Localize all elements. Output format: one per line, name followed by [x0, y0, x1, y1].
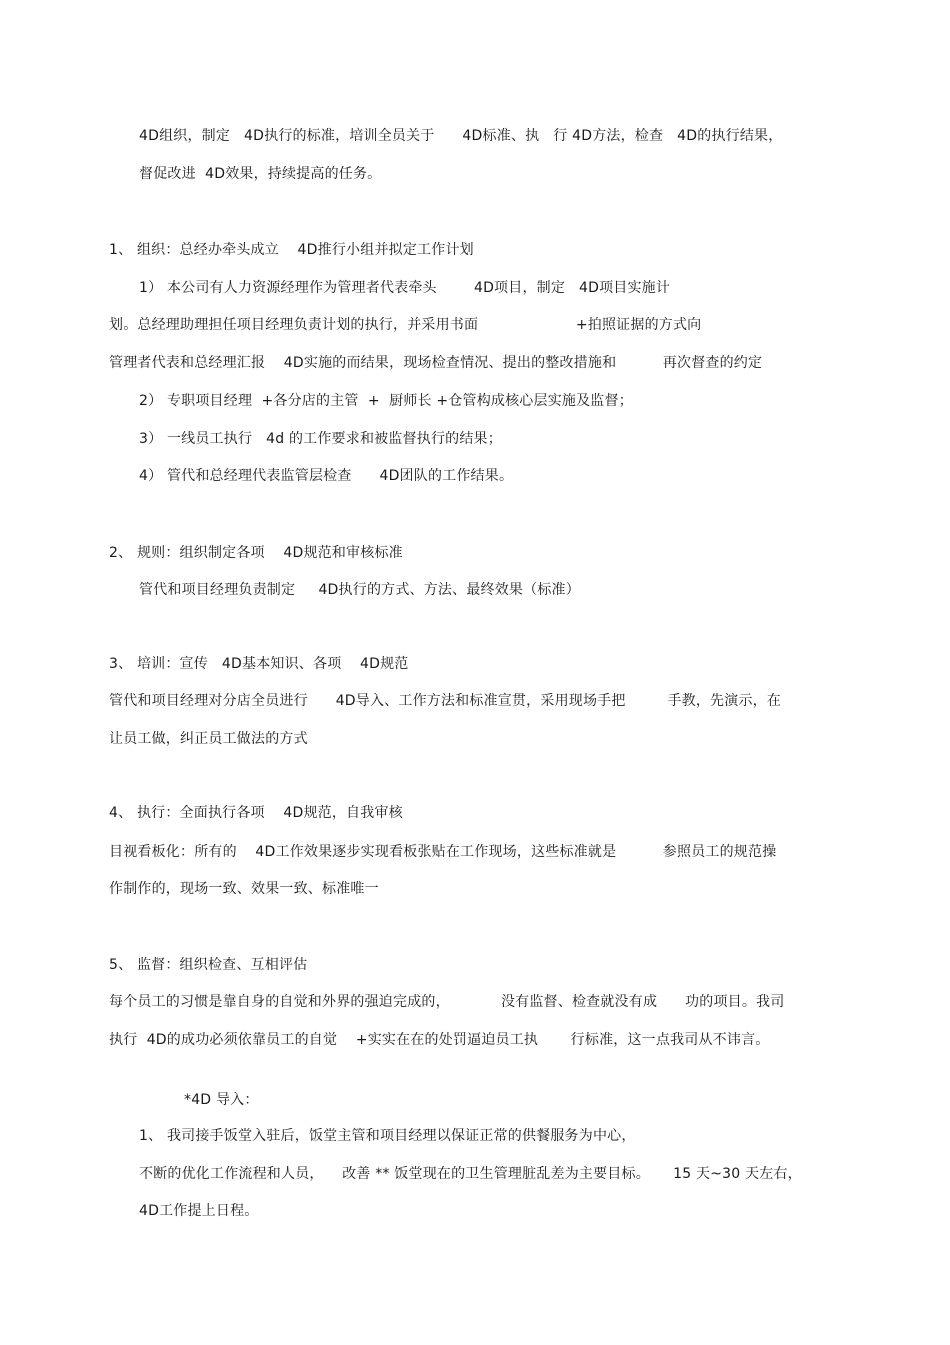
paragraph-line: 目视看板化：所有的 4D工作效果逐步实现看板张贴在工作现场，这些标准就是 参照员工的规范操: [109, 844, 777, 860]
paragraph-line: 每个员工的习惯是靠自身的自觉和外界的强迫完成的， 没有监督、检查就没有成 功的项目。我司: [109, 994, 785, 1010]
paragraph-line: 不断的优化工作流程和人员， 改善 ** 饭堂现在的卫生管理脏乱差为主要目标。 15 天~30 天左右，: [139, 1166, 802, 1182]
subheading: *4D 导入：: [184, 1092, 259, 1108]
paragraph-line: 3） 一线员工执行 4d 的工作要求和被监督执行的结果；: [139, 431, 502, 447]
paragraph-line: 划。总经理助理担任项目经理负责计划的执行，并采用书面 +拍照证据的方式向: [109, 317, 702, 333]
paragraph-line: 作制作的，现场一致、效果一致、标准唯一: [109, 881, 379, 897]
section-heading: 5、 监督：组织检查、互相评估: [109, 957, 308, 973]
section-heading: 1、 组织：总经办牵头成立 4D推行小组并拟定工作计划: [109, 242, 474, 258]
section-heading: 2、 规则：组织制定各项 4D规范和审核标准: [109, 545, 403, 561]
paragraph-line: 4D组织，制定 4D执行的标准，培训全员关于 4D标准、执 行 4D方法，检查 4D的执行结果，: [139, 128, 783, 144]
paragraph-line: 1、 我司接手饭堂入驻后，饭堂主管和项目经理以保证正常的供餐服务为中心，: [139, 1128, 636, 1144]
paragraph-line: 4） 管代和总经理代表监管层检查 4D团队的工作结果。: [139, 468, 514, 484]
paragraph-line: 督促改进 4D效果，持续提高的任务。: [139, 166, 382, 182]
section-heading: 4、 执行：全面执行各项 4D规范，自我审核: [109, 805, 403, 821]
paragraph-line: 让员工做，纠正员工做法的方式: [109, 731, 308, 747]
paragraph-line: 管理者代表和总经理汇报 4D实施的而结果，现场检查情况、提出的整改措施和 再次督查的约定: [109, 355, 763, 371]
section-heading: 3、 培训：宣传 4D基本知识、各项 4D规范: [109, 656, 409, 672]
paragraph-line: 1） 本公司有人力资源经理作为管理者代表牵头 4D项目，制定 4D项目实施计: [139, 280, 671, 296]
paragraph-line: 管代和项目经理对分店全员进行 4D导入、工作方法和标准宣贯，采用现场手把 手教，先演示，在: [109, 693, 782, 709]
paragraph-line: 管代和项目经理负责制定 4D执行的方式、方法、最终效果（标准）: [139, 582, 580, 598]
paragraph-line: 执行 4D的成功必须依靠员工的自觉 +实实在在的处罚逼迫员工执 行标准，这一点我司从不讳言。: [109, 1032, 770, 1048]
paragraph-line: 2） 专职项目经理 +各分店的主管 + 厨师长 +仓管构成核心层实施及监督；: [139, 393, 633, 409]
paragraph-line: 4D工作提上日程。: [139, 1203, 259, 1219]
